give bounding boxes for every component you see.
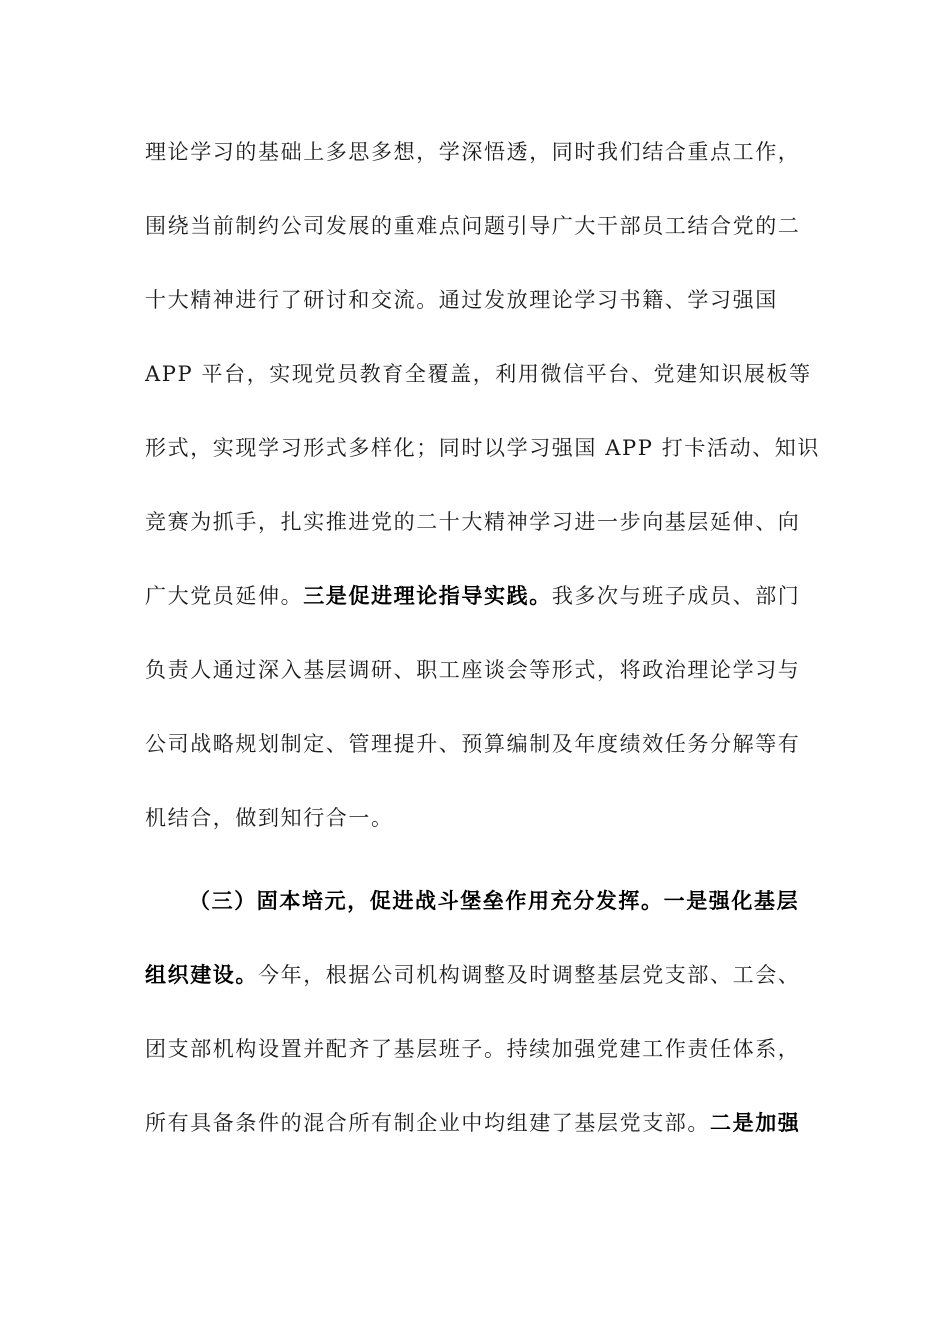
section-heading-line	[145, 886, 800, 916]
text-run	[145, 1108, 800, 1138]
text-run: 负责人通过深入基层调研、职工座谈会等形式，将政治理论学习与	[145, 658, 801, 682]
text-run-normal: 广大党员延伸。	[145, 584, 304, 608]
text-run: APP 平台，实现党员教育全覆盖，利用微信平台、党建知识展板等	[145, 362, 812, 386]
text-run	[145, 960, 800, 990]
text-line	[145, 359, 812, 389]
text-run: 理论学习的基础上多思多想，学深悟透，同时我们结合重点工作，	[145, 140, 801, 164]
text-run-bold: 二是加强	[710, 1110, 801, 1135]
text-run: 围绕当前制约公司发展的重难点问题引导广大干部员工结合党的二	[145, 214, 801, 238]
text-line	[145, 1034, 801, 1064]
section-heading: （三）固本培元，促进战斗堡垒作用充分发挥。一是强化基层	[189, 888, 800, 913]
text-line	[145, 211, 801, 241]
text-line	[145, 433, 820, 463]
text-run: 公司战略规划制定、管理提升、预算编制及年度绩效任务分解等有	[145, 732, 801, 756]
text-run-bold: 组织建设。	[145, 962, 258, 987]
text-run-normal: 我多次与班子成员、部门	[551, 584, 801, 608]
text-line	[145, 285, 795, 315]
text-run	[145, 581, 800, 611]
text-line	[145, 655, 801, 685]
text-run: 团支部机构设置并配齐了基层班子。持续加强党建工作责任体系，	[145, 1037, 801, 1061]
text-run: 形式，实现学习形式多样化；同时以学习强国 APP 打卡活动、知识	[145, 436, 820, 460]
text-run: 竞赛为抓手，扎实推进党的二十大精神学习进一步向基层延伸、向	[145, 510, 801, 534]
text-run-normal: 今年，根据公司机构调整及时调整基层党支部、工会、	[258, 963, 801, 987]
text-run: 十大精神进行了研讨和交流。通过发放理论学习书籍、学习强国	[145, 288, 778, 312]
text-line	[145, 581, 801, 611]
text-line	[145, 803, 795, 833]
text-run-normal: 所有具备条件的混合所有制企业中均组建了基层党支部。	[145, 1111, 710, 1135]
text-line	[145, 1108, 801, 1138]
text-line	[145, 960, 801, 990]
text-line	[145, 729, 801, 759]
text-line	[145, 137, 801, 167]
text-run: 机结合，做到知行合一。	[145, 806, 394, 830]
text-line	[145, 507, 801, 537]
text-run-bold: 三是促进理论指导实践。	[303, 583, 552, 608]
